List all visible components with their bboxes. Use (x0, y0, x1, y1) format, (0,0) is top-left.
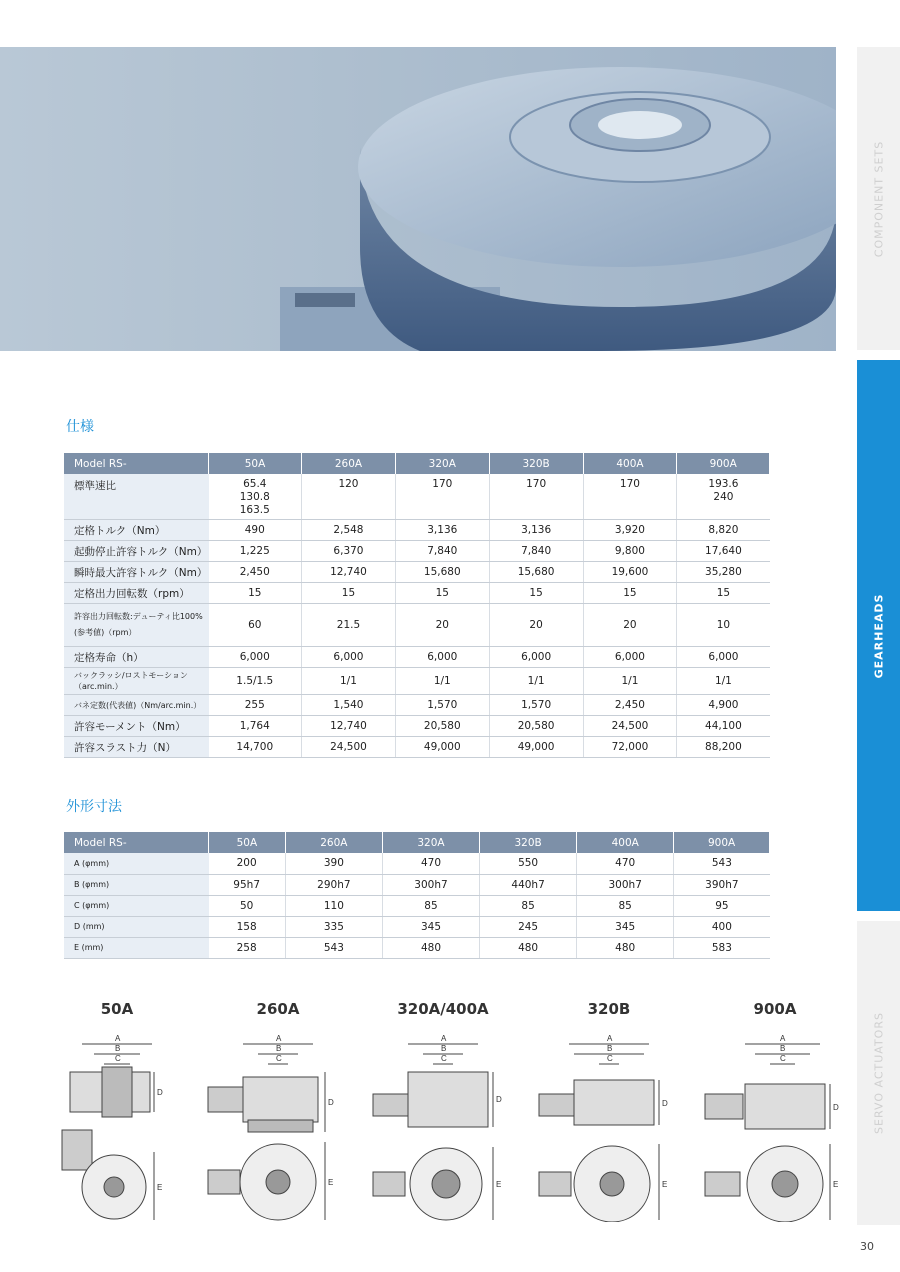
cell: 12,740 (302, 562, 396, 583)
cell: 480 (382, 937, 479, 958)
dim-label-d: D (662, 1099, 668, 1108)
cell: 85 (577, 895, 674, 916)
cell: 490 (209, 520, 302, 541)
cell: 1/1 (677, 668, 770, 695)
cell: 7,840 (395, 541, 489, 562)
spec-header-row (64, 453, 770, 474)
cell: 2,548 (302, 520, 396, 541)
cell: 1/1 (302, 668, 396, 695)
cell: 170 (489, 474, 583, 520)
cell: 480 (577, 937, 674, 958)
cell: 470 (577, 853, 674, 874)
row-label: 許容出力回転数:デューティ比100% (参考値)（rpm） (64, 604, 209, 647)
cell: 49,000 (489, 737, 583, 758)
cell: 440h7 (480, 874, 577, 895)
cell: 3,136 (489, 520, 583, 541)
cell: 6,370 (302, 541, 396, 562)
cell: 300h7 (577, 874, 674, 895)
header-cell: 260A (302, 453, 396, 474)
cell: 6,000 (583, 647, 677, 668)
cell: 543 (285, 937, 382, 958)
cell: 390 (285, 853, 382, 874)
cell: 15 (209, 583, 302, 604)
dim-label-d: D (496, 1095, 502, 1104)
header-cell: 320B (480, 832, 577, 853)
dim-label-a: A (115, 1034, 121, 1043)
drawing-260a (203, 1000, 353, 1226)
dim-label-e: E (496, 1180, 502, 1189)
dim-label-c: C (607, 1054, 613, 1063)
dim-label-d: D (328, 1098, 334, 1107)
drawing-figure (42, 1022, 192, 1222)
cell: 44,100 (677, 716, 770, 737)
header-cell: 400A (583, 453, 677, 474)
cell: 3,920 (583, 520, 677, 541)
cell: 1/1 (489, 668, 583, 695)
hero-product-photo (0, 47, 836, 351)
cell: 6,000 (209, 647, 302, 668)
header-cell: 50A (209, 832, 286, 853)
cell: 300h7 (382, 874, 479, 895)
header-cell: 320A (395, 453, 489, 474)
header-cell: 900A (674, 832, 770, 853)
cell: 2,450 (209, 562, 302, 583)
cell: 6,000 (677, 647, 770, 668)
dim-label-e: E (662, 1180, 668, 1189)
cell: 3,136 (395, 520, 489, 541)
row-label: 定格トルク（Nm） (64, 520, 209, 541)
drawing-title: 260A (256, 1000, 300, 1018)
table-row (64, 474, 770, 520)
row-label: A (φmm) (64, 853, 209, 874)
cell: 400 (674, 916, 770, 937)
dim-label-c: C (780, 1054, 786, 1063)
table-row (64, 562, 770, 583)
cell: 200 (209, 853, 286, 874)
cell: 35,280 (677, 562, 770, 583)
dim-label-a: A (276, 1034, 282, 1043)
dims-section-title: 外形寸法 (66, 799, 122, 815)
header-cell: 320A (382, 832, 479, 853)
row-label: バネ定数(代表値)（Nm/arc.min.） (64, 695, 209, 716)
side-tab-label: GEARHEADS (872, 593, 885, 678)
cell: 1,225 (209, 541, 302, 562)
cell: 550 (480, 853, 577, 874)
table-row (64, 937, 770, 958)
table-row (64, 647, 770, 668)
cell: 390h7 (674, 874, 770, 895)
table-row (64, 895, 770, 916)
header-cell: Model RS- (64, 832, 209, 853)
drawing-figure (700, 1022, 850, 1222)
cell: 543 (674, 853, 770, 874)
cell: 110 (285, 895, 382, 916)
cell: 20 (395, 604, 489, 647)
cell: 24,500 (583, 716, 677, 737)
cell: 15 (489, 583, 583, 604)
cell: 20,580 (395, 716, 489, 737)
dim-label-e: E (328, 1178, 334, 1187)
cell: 6,000 (489, 647, 583, 668)
cell: 9,800 (583, 541, 677, 562)
cell: 8,820 (677, 520, 770, 541)
cell: 1,570 (489, 695, 583, 716)
row-label: 瞬時最大許容トルク（Nm） (64, 562, 209, 583)
page-number: 30 (860, 1240, 874, 1253)
header-cell: 320B (489, 453, 583, 474)
cell: 72,000 (583, 737, 677, 758)
cell: 6,000 (395, 647, 489, 668)
cell: 20 (489, 604, 583, 647)
cell: 10 (677, 604, 770, 647)
table-row (64, 916, 770, 937)
drawing-900a (700, 1000, 850, 1226)
drawing-figure (534, 1022, 684, 1222)
table-row (64, 668, 770, 695)
spec-section-title: 仕様 (66, 419, 94, 435)
dim-label-d: D (157, 1088, 163, 1097)
row-label: D (mm) (64, 916, 209, 937)
cell: 7,840 (489, 541, 583, 562)
side-tab-gearheads[interactable] (857, 360, 900, 911)
spec-table (64, 453, 770, 758)
cell: 1,764 (209, 716, 302, 737)
dim-label-b: B (780, 1044, 786, 1053)
header-cell: 260A (285, 832, 382, 853)
row-label: 起動停止許容トルク（Nm） (64, 541, 209, 562)
cell: 95h7 (209, 874, 286, 895)
dims-table (64, 832, 770, 959)
side-tab-servo-actuators[interactable] (857, 921, 900, 1225)
row-label: E (mm) (64, 937, 209, 958)
dim-label-a: A (780, 1034, 786, 1043)
drawing-figure (203, 1022, 353, 1222)
drawing-title: 320A/400A (397, 1000, 489, 1018)
cell: 245 (480, 916, 577, 937)
cell: 480 (480, 937, 577, 958)
cell: 1.5/1.5 (209, 668, 302, 695)
row-label: 定格出力回転数（rpm） (64, 583, 209, 604)
row-label: B (φmm) (64, 874, 209, 895)
drawing-320b (534, 1000, 684, 1226)
row-label: C (φmm) (64, 895, 209, 916)
header-cell: 400A (577, 832, 674, 853)
table-row (64, 695, 770, 716)
dim-label-c: C (441, 1054, 447, 1063)
cell: 15,680 (489, 562, 583, 583)
side-tab-label: COMPONENT SETS (872, 140, 885, 257)
dim-label-c: C (115, 1054, 121, 1063)
cell: 19,600 (583, 562, 677, 583)
row-label: 定格寿命（h） (64, 647, 209, 668)
drawing-title: 320B (587, 1000, 631, 1018)
header-cell: 50A (209, 453, 302, 474)
cell: 88,200 (677, 737, 770, 758)
cell: 470 (382, 853, 479, 874)
cell: 120 (302, 474, 396, 520)
cell: 158 (209, 916, 286, 937)
row-label: 許容モーメント（Nm） (64, 716, 209, 737)
cell: 85 (382, 895, 479, 916)
cell: 335 (285, 916, 382, 937)
cell: 20 (583, 604, 677, 647)
dim-label-a: A (607, 1034, 613, 1043)
cell: 170 (395, 474, 489, 520)
cell: 50 (209, 895, 286, 916)
table-row (64, 541, 770, 562)
dim-label-b: B (607, 1044, 613, 1053)
cell: 15 (583, 583, 677, 604)
cell: 290h7 (285, 874, 382, 895)
dim-label-c: C (276, 1054, 282, 1063)
drawing-50a (42, 1000, 192, 1226)
dim-label-e: E (833, 1180, 839, 1189)
cell: 4,900 (677, 695, 770, 716)
table-row (64, 583, 770, 604)
dim-label-b: B (441, 1044, 447, 1053)
cell: 20,580 (489, 716, 583, 737)
cell: 65.4 130.8 163.5 (209, 474, 302, 520)
cell: 24,500 (302, 737, 396, 758)
cell: 1/1 (395, 668, 489, 695)
cell: 345 (577, 916, 674, 937)
cell: 15 (395, 583, 489, 604)
cell: 2,450 (583, 695, 677, 716)
rotary-table-illustration (0, 47, 836, 351)
cell: 12,740 (302, 716, 396, 737)
cell: 170 (583, 474, 677, 520)
table-row (64, 716, 770, 737)
table-row (64, 737, 770, 758)
cell: 85 (480, 895, 577, 916)
cell: 21.5 (302, 604, 396, 647)
dim-label-b: B (115, 1044, 121, 1053)
cell: 95 (674, 895, 770, 916)
cell: 1,570 (395, 695, 489, 716)
table-row (64, 874, 770, 895)
dims-header-row (64, 832, 770, 853)
cell: 193.6 240 (677, 474, 770, 520)
drawing-figure (368, 1022, 518, 1222)
table-row (64, 604, 770, 647)
row-label: 許容スラスト力（N） (64, 737, 209, 758)
cell: 15,680 (395, 562, 489, 583)
cell: 15 (302, 583, 396, 604)
cell: 1,540 (302, 695, 396, 716)
dim-label-e: E (157, 1183, 163, 1192)
cell: 14,700 (209, 737, 302, 758)
header-cell: 900A (677, 453, 770, 474)
dim-label-a: A (441, 1034, 447, 1043)
dim-label-b: B (276, 1044, 282, 1053)
drawing-320a-400a (368, 1000, 518, 1226)
cell: 6,000 (302, 647, 396, 668)
side-tab-component-sets[interactable] (857, 47, 900, 350)
cell: 1/1 (583, 668, 677, 695)
cell: 345 (382, 916, 479, 937)
dim-label-d: D (833, 1103, 839, 1112)
side-tab-label: SERVO ACTUATORS (872, 1012, 885, 1134)
drawing-title: 50A (100, 1000, 134, 1018)
cell: 583 (674, 937, 770, 958)
cell: 60 (209, 604, 302, 647)
cell: 17,640 (677, 541, 770, 562)
row-label: 標準速比 (64, 474, 209, 520)
table-row (64, 853, 770, 874)
cell: 15 (677, 583, 770, 604)
table-row (64, 520, 770, 541)
cell: 255 (209, 695, 302, 716)
cell: 258 (209, 937, 286, 958)
cell: 49,000 (395, 737, 489, 758)
header-cell: Model RS- (64, 453, 209, 474)
drawing-title: 900A (753, 1000, 797, 1018)
row-label: バックラッシ/ロストモーション（arc.min.） (64, 668, 209, 695)
